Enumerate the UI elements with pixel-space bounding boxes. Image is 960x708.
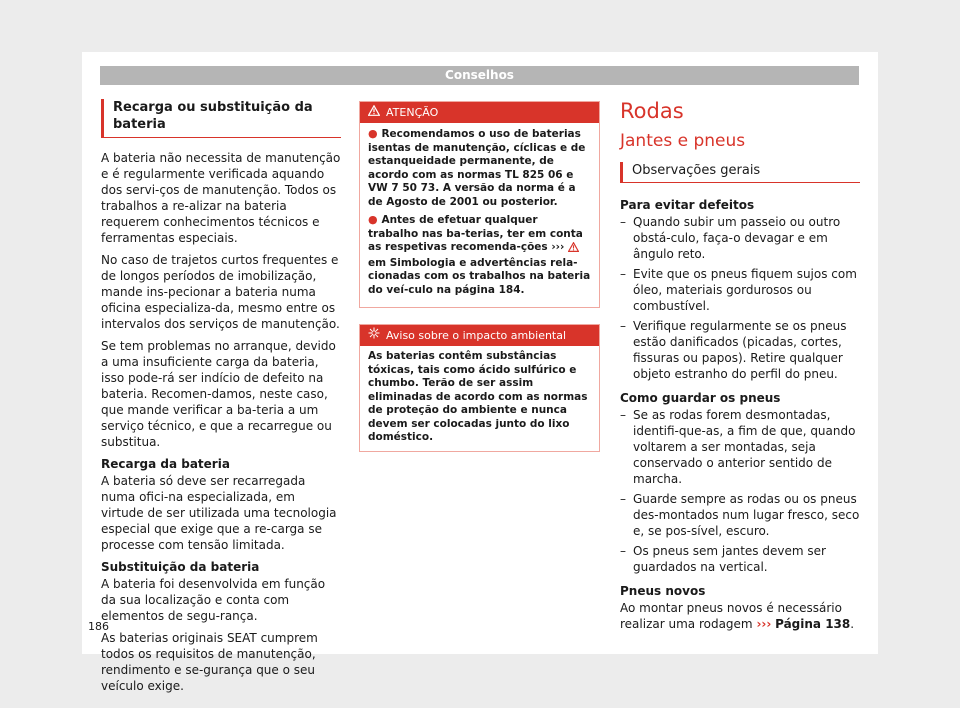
subheading-avoid-defects: Para evitar defeitos	[620, 198, 755, 212]
column-wheels	[620, 98, 860, 638]
section-title-general: Observações gerais	[620, 162, 860, 183]
warning-header	[360, 102, 599, 123]
paragraph: A bateria foi desenvolvida em função da sua localização e conta com elementos de segu-rança.	[101, 577, 326, 623]
defects-list	[620, 214, 860, 382]
paragraph: A bateria só deve ser recarregada numa ofici-na especializada, em virtude de ser utilizada uma tecnologia especial que exige que a re-carga se processe com tensão limitada.	[101, 474, 337, 552]
environment-icon	[368, 326, 380, 346]
list-item: – Evite que os pneus fiquem sujos com óleo, materiais gordurosos ou combustível.	[620, 266, 860, 314]
list-item: – Os pneus sem jantes devem ser guardados na vertical.	[620, 543, 860, 575]
list-item: – Se as rodas forem desmontadas, identifi-que-as, a fim de que, quando voltarem a ser montadas, seja conservado o anterior sentido de marcha.	[620, 407, 860, 487]
paragraph: As baterias originais SEAT cumprem todos os requisitos de manutenção, rendimento e se-gurança que o seu veículo exige.	[101, 631, 318, 693]
subheading-store-tyres: Como guardar os pneus	[620, 391, 781, 405]
warning-bullet-text: Recomendamos o uso de baterias isentas de manutenção, cíclicas e de estanqueidade permanente, de acordo com as normas TL 825 06 e VW 7 50 73. A versão da norma é a de Agosto de 2001 ou posterior.	[368, 128, 586, 208]
section-title-battery: Recarga ou substituição da bateria	[101, 99, 341, 138]
warning-bullet-text: em Simbologia e advertências rela-cionadas com os trabalhos na bateria do veí-culo na página 184.	[368, 256, 591, 296]
warning-box	[359, 101, 600, 308]
paragraph: No caso de trajetos curtos frequentes e de longos períodos de imobilização, mande ins-pecionar a bateria numa oficina especializa-da, mesmo entre os intervalos dos serviços de manutenção.	[101, 253, 340, 331]
reference-arrows[interactable]: ›››	[551, 241, 565, 253]
environment-box	[359, 324, 600, 452]
page-reference-link[interactable]: Página 138	[775, 617, 851, 631]
warning-bullet	[368, 127, 591, 209]
sentence-end: .	[850, 617, 855, 631]
reference-arrows[interactable]: ›››	[756, 617, 772, 631]
column-boxes	[359, 101, 600, 452]
paragraph-new-tyres	[620, 600, 860, 632]
chapter-subtitle: Jantes e pneus	[620, 131, 746, 151]
storage-list	[620, 407, 860, 575]
list-item: – Verifique regularmente se os pneus estão danificados (picadas, cortes, fissuras ou papos). Retire qualquer objeto estranho do perfil do pneu.	[620, 318, 860, 382]
list-item: – Guarde sempre as rodas ou os pneus des-montados num lugar fresco, seco e, se pos-sível, escuro.	[620, 491, 860, 539]
warning-triangle-icon	[568, 242, 579, 257]
bullet-icon: ●	[368, 213, 382, 226]
bullet-icon: ●	[368, 127, 382, 140]
environment-header	[360, 325, 599, 346]
paragraph: A bateria não necessita de manutenção e é regularmente verificada aquando dos servi-ços de manutenção. Todos os trabalhos a re-alizar na bateria requerem conhecimentos técnicos e ferramentas especiais.	[101, 151, 341, 245]
new-tyres-text: Ao montar pneus novos é necessário realizar uma rodagem	[620, 601, 842, 631]
warning-body	[360, 123, 599, 307]
list-item: – Quando subir um passeio ou outro obstá-culo, faça-o devagar e em ângulo reto.	[620, 214, 860, 262]
warning-triangle-icon	[368, 103, 380, 123]
warning-bullet-text: Antes de efetuar qualquer trabalho nas ba-terias, ter em conta as respetivas recomenda-ções	[368, 214, 583, 253]
paragraph: Se tem problemas no arranque, devido a uma insuficiente carga da bateria, isso pode-rá ser indício de defeito na bateria. Recomen-damos, neste caso, que mande verificar a ba-teria a um serviço técnico, e que a recarregue ou substitua.	[101, 339, 336, 449]
subheading-recharge: Recarga da bateria	[101, 457, 230, 471]
subheading-replacement: Substituição da bateria	[101, 560, 260, 574]
subheading-new-tyres: Pneus novos	[620, 584, 706, 598]
page-number: 186	[88, 620, 109, 633]
chapter-title: Rodas	[620, 99, 684, 123]
column-battery	[101, 99, 341, 700]
environment-body: As baterias contêm substâncias tóxicas, tais como ácido sulfúrico e chumbo. Terão de ser assim eliminadas de acordo com as normas de proteção do ambiente e nunca devem ser colocadas junto do lixo doméstico.	[368, 350, 588, 443]
warning-bullet	[368, 213, 591, 297]
warning-title: ATENÇÃO	[386, 105, 439, 119]
environment-title: Aviso sobre o impacto ambiental	[386, 328, 567, 342]
chapter-header: Conselhos	[100, 66, 859, 85]
